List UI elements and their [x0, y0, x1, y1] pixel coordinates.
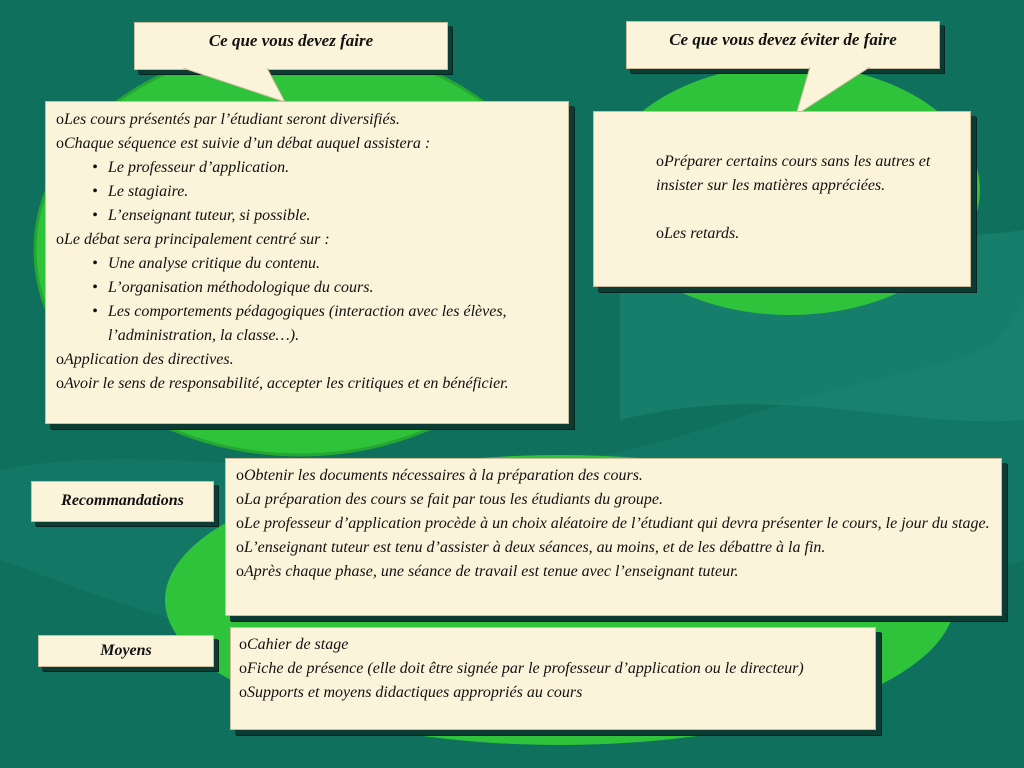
list-item: oAprès chaque phase, une séance de travail est tenue avec l’enseignant tuteur. [236, 563, 739, 580]
sub-list-item: • Le stagiaire. [92, 183, 189, 200]
list-item: oPréparer certains cours sans les autres et [656, 153, 931, 170]
callout-avoid-title: Ce que vous devez éviter de faire [669, 30, 897, 49]
recommandations-box [225, 458, 1002, 616]
list-item: oLe professeur d’application procède à un choix aléatoire de l’étudiant qui devra présenter le cours, le jour du stage. [236, 515, 990, 532]
sub-list-item: • L’enseignant tuteur, si possible. [92, 207, 311, 224]
list-item: oFiche de présence (elle doit être signée par le professeur d’application ou le directeur) [239, 660, 804, 677]
avoid-box [593, 111, 971, 287]
sub-list-item: • Une analyse critique du contenu. [92, 255, 320, 272]
list-item: oAvoir le sens de responsabilité, accepter les critiques et en bénéficier. [56, 375, 509, 392]
sub-list-item: • Le professeur d’application. [92, 159, 290, 176]
list-item: oObtenir les documents nécessaires à la préparation des cours. [236, 467, 643, 484]
list-item: oL’enseignant tuteur est tenu d’assister à deux séances, au moins, et de les débattre à la fin. [236, 539, 826, 556]
list-item: oChaque séquence est suivie d’un débat auquel assistera : [56, 135, 431, 152]
sub-list-item: • L’organisation méthodologique du cours. [92, 279, 374, 296]
recommandations-label: Recommandations [31, 481, 214, 522]
list-item: oLes retards. [656, 225, 740, 242]
list-item-continuation: insister sur les matières appréciées. [656, 177, 886, 194]
callout-do-title: Ce que vous devez faire [208, 31, 374, 50]
callout-avoid [626, 21, 940, 69]
moyens-box [230, 627, 876, 730]
list-item: oLa préparation des cours se fait par tous les étudiants du groupe. [236, 491, 663, 508]
list-item: oCahier de stage [239, 636, 349, 653]
callout-do [134, 22, 448, 70]
moyens-label: Moyens [38, 635, 214, 667]
list-item: oApplication des directives. [56, 351, 234, 368]
do-box [45, 101, 569, 424]
list-item: oLe débat sera principalement centré sur : [56, 231, 330, 248]
list-item: oSupports et moyens didactiques appropriés au cours [239, 684, 583, 701]
sub-list-item: • Les comportements pédagogiques (interaction avec les élèves, l’administration, la classe…). [92, 303, 507, 344]
list-item: oLes cours présentés par l’étudiant seront diversifiés. [56, 111, 400, 128]
